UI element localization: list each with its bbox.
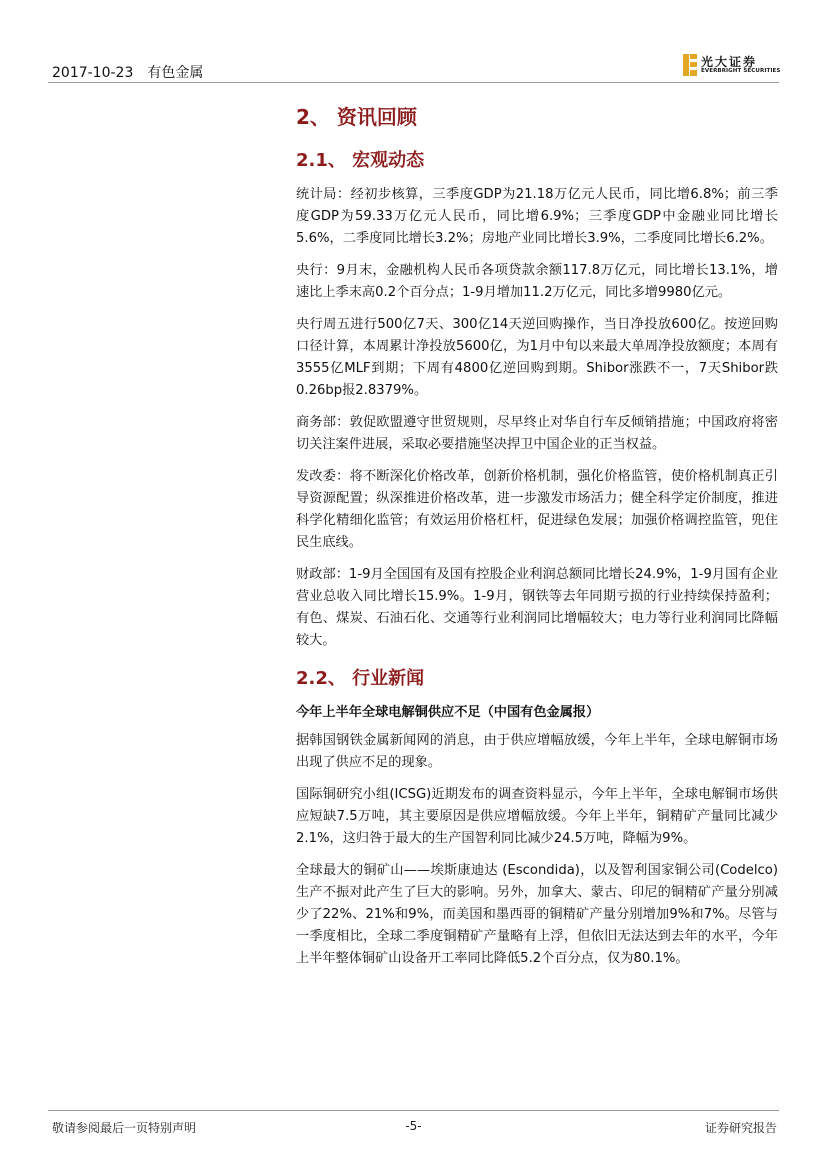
- footer-disclaimer: 敬请参阅最后一页特别声明: [52, 1121, 197, 1135]
- macro-paragraph-stats-bureau: 统计局：经初步核算，三季度GDP为21.18万亿元人民币，同比增6.8%；前三季度GDP为59.33万亿元人民币，同比增6.9%；三季度GDP中金融业同比增长5.6%，二季度同比增长3.2%；房地产业同比增长3.9%，二季度同比增长6.2%。: [296, 187, 778, 246]
- macro-paragraph-mofcom: 商务部：敦促欧盟遵守世贸规则，尽早终止对华自行车反倾销措施；中国政府将密切关注案件进展，采取必要措施坚决捍卫中国企业的正当权益。: [296, 415, 778, 452]
- section-title: 2、 资讯回顾: [296, 105, 417, 129]
- everbright-logo: [683, 52, 779, 78]
- main-content: [296, 98, 778, 980]
- logo-chinese-name: 光大证券: [701, 55, 758, 69]
- logo-english-name: EVERBRIGHT SECURITIES: [701, 68, 781, 74]
- industry-subsection-title: 2.2、 行业新闻: [296, 668, 425, 689]
- report-sector: 有色金属: [147, 65, 204, 81]
- macro-subsection-title: 2.1、 宏观动态: [296, 150, 425, 171]
- header-divider: [48, 82, 779, 83]
- everbright-logo-icon: [683, 54, 697, 76]
- macro-paragraph-mof: 财政部：1-9月全国国有及国有控股企业利润总额同比增长24.9%，1-9月国有企业营业总收入同比增长15.9%。1-9月，钢铁等去年同期亏损的行业持续保持盈利；有色、煤炭、石油石化、交通等行业利润同比增幅较大；电力等行业利润同比降幅较大。: [296, 567, 778, 648]
- news-paragraph-intro: 据韩国钢铁金属新闻网的消息，由于供应增幅放缓，今年上半年，全球电解铜市场出现了供应不足的现象。: [296, 733, 778, 770]
- macro-paragraph-pboc-loans: 央行：9月末，金融机构人民币各项贷款余额117.8万亿元，同比增长13.1%，增速比上季末高0.2个百分点；1-9月增加11.2万亿元，同比多增9980亿元。: [296, 263, 778, 300]
- page-number: -5-: [405, 1119, 422, 1133]
- news-paragraph-mines: 全球最大的铜矿山——埃斯康迪达 (Escondida)，以及智利国家铜公司(Codelco)生产不振对此产生了巨大的影响。另外，加拿大、蒙古、印尼的铜精矿产量分别减少了22%、21%和9%，而美国和墨西哥的铜精矿产量分别增加9%和7%。尽管与一季度相比，全球二季度铜精矿产量略有上浮，但依旧无法达到去年的水平，今年上半年整体铜矿山设备开工率同比降低5.2个百分点，仅为80.1%。: [296, 863, 778, 966]
- report-type: 证券研究报告: [704, 1121, 777, 1135]
- macro-paragraph-ndrc: 发改委：将不断深化价格改革，创新价格机制，强化价格监管，使价格机制真正引导资源配置；纵深推进价格改革，进一步激发市场活力；健全科学定价制度，推进科学化精细化监管；有效运用价格杠杆，促进绿色发展；加强价格调控监管，兜住民生底线。: [296, 469, 778, 550]
- report-header: [52, 62, 203, 82]
- report-date: 2017-10-23: [52, 65, 134, 81]
- macro-paragraph-pboc-repo: 央行周五进行500亿7天、300亿14天逆回购操作，当日净投放600亿。按逆回购口径计算，本周累计净投放5600亿，为1月中旬以来最大单周净投放额度；本周有3555亿MLF到期；下周有4800亿逆回购到期。Shibor涨跌不一，7天Shibor跌0.26bp报2.8379%。: [296, 317, 778, 398]
- footer-divider: [48, 1110, 779, 1111]
- news-paragraph-icsg: 国际铜研究小组(ICSG)近期发布的调查资料显示，今年上半年，全球电解铜市场供应短缺7.5万吨，其主要原因是供应增幅放缓。今年上半年，铜精矿产量同比减少2.1%，这归咎于最大的生产国智利同比减少24.5万吨，降幅为9%。: [296, 787, 778, 846]
- news-headline: 今年上半年全球电解铜供应不足（中国有色金属报）: [296, 705, 600, 720]
